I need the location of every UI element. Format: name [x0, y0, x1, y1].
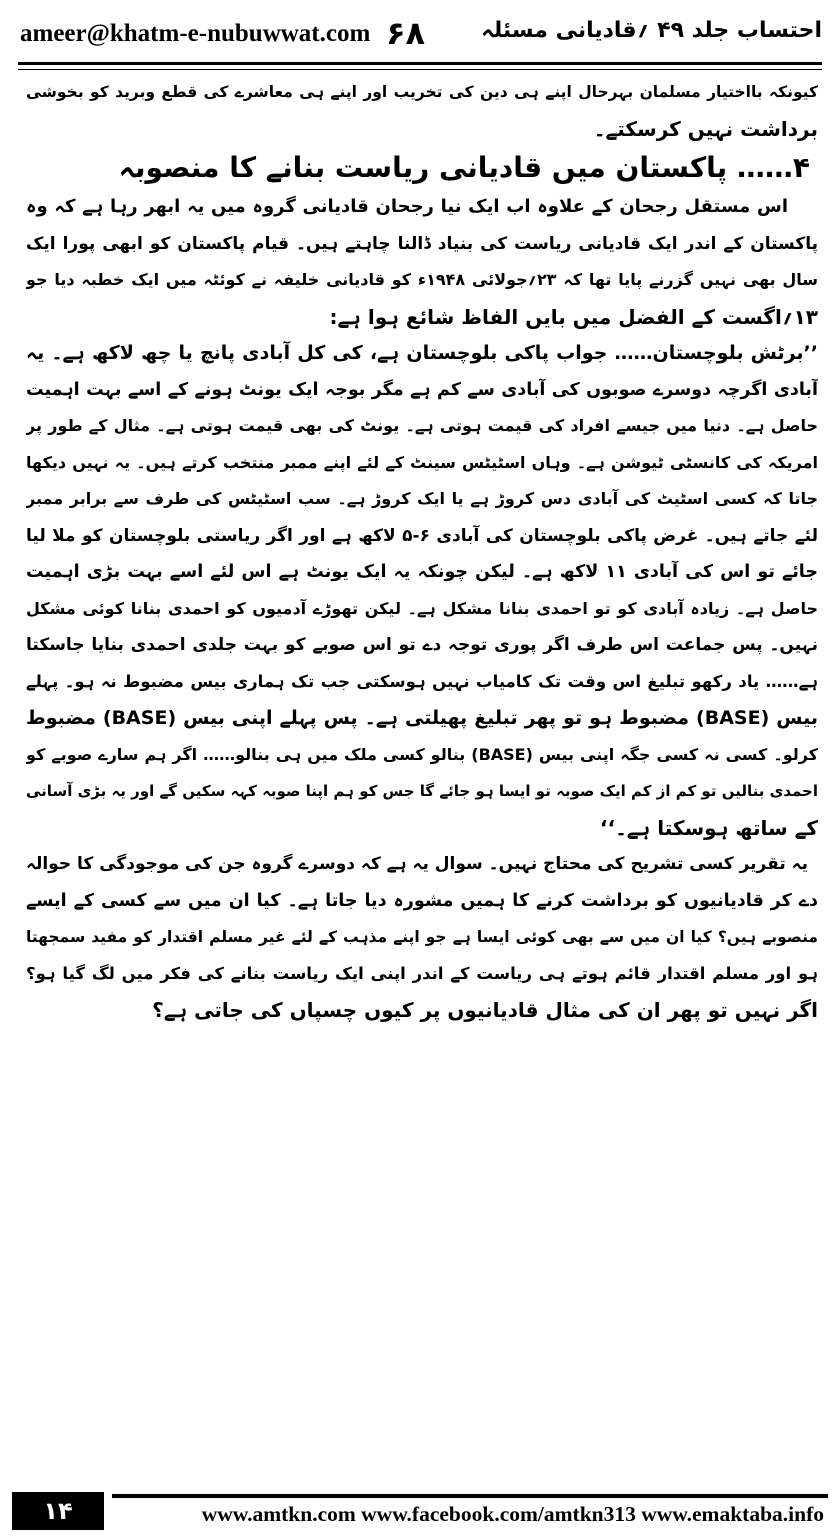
quote-line: ہے…… یاد رکھو تبلیغ اس وقت تک کامیاب نہیں ہوسکتی جب تک ہماری بیس مضبوط نہ ہو۔ پہلے — [26, 671, 818, 691]
quote-line: آبادی اگرچہ دوسرے صوبوں کی آبادی سے کم ہے مگر بوجہ ایک یونٹ ہونے کے اسے بہت اہمیت — [26, 379, 818, 400]
quote-line: کے ساتھ ہوسکتا ہے۔‘‘ — [599, 815, 818, 840]
header-page-number: ۶۸ — [386, 14, 426, 52]
quote-line: جائے تو اس کی آبادی ۱۱ لاکھ ہے۔ لیکن چونکہ یہ ایک یونٹ ہے اس لئے اسے بہت بڑی اہمیت — [26, 562, 818, 582]
quote-line: ’’برٹش بلوچستان…… جواب پاکی بلوچستان ہے، کی کل آبادی پانچ یا چھ لاکھ ہے۔ یہ — [26, 342, 818, 364]
body-line: سال بھی نہیں گزرنے پایا تھا کہ ۲۳؍جولائی ۱۹۴۸ء کو قادیانی خلیفہ نے کوئٹہ میں ایک خطبہ دیا جو — [26, 270, 818, 289]
section-heading: ۴…… پاکستان میں قادیانی ریاست بنانے کا منصوبہ — [118, 151, 810, 184]
body-line: کیونکہ بااختیار مسلمان بہرحال اپنے ہی دین کی تخریب اور اپنے ہی معاشرے کی قطع وبرید کو بخوشی — [26, 83, 818, 101]
quote-line: لئے جاتے ہیں۔ غرض پاکی بلوچستان کی آبادی ۶-۵ لاکھ ہے اور اگر ریاستی بلوچستان کو ملا لیا — [26, 525, 818, 546]
quote-line: کرلو۔ کسی نہ کسی جگہ اپنی بیس (BASE) بنالو کسی ملک میں ہی بنالو…… اگر ہم سارے صوبے کو — [26, 744, 818, 764]
body-line: برداشت نہیں کرسکتے۔ — [593, 116, 818, 141]
body-line: دے کر قادیانیوں کو برداشت کرنے کا ہمیں مشورہ دیا جاتا ہے۔ کیا ان میں سے کسی کے ایسے — [26, 890, 818, 911]
header-email: ameer@khatm-e-nubuwwat.com — [20, 20, 371, 47]
page-body — [26, 74, 818, 1029]
body-line: پاکستان کے اندر ایک قادیانی ریاست کی بنیاد ڈالنا چاہتے ہیں۔ قیام پاکستان کو ابھی پورا ایک — [26, 233, 818, 254]
quote-line: نہیں۔ پس جماعت اس طرف اگر پوری توجہ دے تو اس صوبے کو بہت جلدی احمدی بنایا جاسکتا — [26, 635, 818, 655]
body-line: ۱۳؍اگست کے الفضل میں بایں الفاظ شائع ہوا ہے: — [329, 304, 818, 329]
footer-page-number: ۱۴ — [12, 1492, 104, 1530]
body-line: اس مستقل رجحان کے علاوہ اب ایک نیا رجحان قادیانی گروہ میں یہ ابھر رہا ہے کہ وہ — [26, 196, 788, 217]
body-line: اگر نہیں تو پھر ان کی مثال قادیانیوں پر کیوں چسپاں کی جاتی ہے؟ — [152, 998, 818, 1022]
page-header — [14, 14, 822, 58]
quote-line: بیس (BASE) مضبوط ہو تو پھر تبلیغ پھیلتی ہے۔ پس پہلے اپنی بیس (BASE) مضبوط — [26, 707, 818, 729]
body-line: منصوبے ہیں؟ کیا ان میں سے بھی کوئی ایسا ہے جو اپنے مذہب کے لئے غیر مسلم اقتدار کو مفید سمجھتا — [26, 928, 818, 946]
body-line: ہو اور مسلم اقتدار قائم ہوتے ہی ریاست کے اندر اپنی ایک ریاست بنانے کی فکر میں لگ گیا ہو؟ — [26, 963, 818, 983]
footer-links: www.amtkn.com www.facebook.com/amtkn313 www.emaktaba.info — [201, 1502, 824, 1526]
quote-line: امریکہ کی کانسٹی ٹیوشن ہے۔ وہاں اسٹیٹس سینٹ کے لئے اپنے ممبر منتخب کرتے ہیں۔ یہ نہیں دیکھا — [26, 452, 818, 472]
body-line: یہ تقریر کسی تشریح کی محتاج نہیں۔ سوال یہ ہے کہ دوسرے گروہ جن کی موجودگی کا حوالہ — [26, 854, 808, 874]
quote-line: حاصل ہے۔ زیادہ آبادی کو تو احمدی بنانا مشکل ہے۔ لیکن تھوڑے آدمیوں کو احمدی بنانا کوئی مشکل — [26, 598, 818, 618]
quote-line: حاصل ہے۔ دنیا میں جیسے افراد کی قیمت ہوتی ہے۔ یونٹ کی بھی قیمت ہوتی ہے۔ مثال کے طور پر — [26, 416, 818, 435]
footer-rule — [112, 1494, 828, 1498]
header-book-title: احتساب جلد ۴۹ ؍قادیانی مسئلہ — [481, 18, 822, 43]
quote-line: احمدی بنالیں تو کم از کم ایک صوبہ تو ایسا ہو جائے گا جس کو ہم اپنا صوبہ کہہ سکیں گے اور یہ بڑی آسانی — [26, 782, 818, 800]
quote-line: جاتا کہ کسی اسٹیٹ کی آبادی دس کروڑ ہے یا ایک کروڑ ہے۔ سب اسٹیٹس کی طرف سے برابر ممبر — [26, 489, 818, 508]
header-rule — [18, 62, 822, 70]
page-footer — [12, 1492, 828, 1532]
